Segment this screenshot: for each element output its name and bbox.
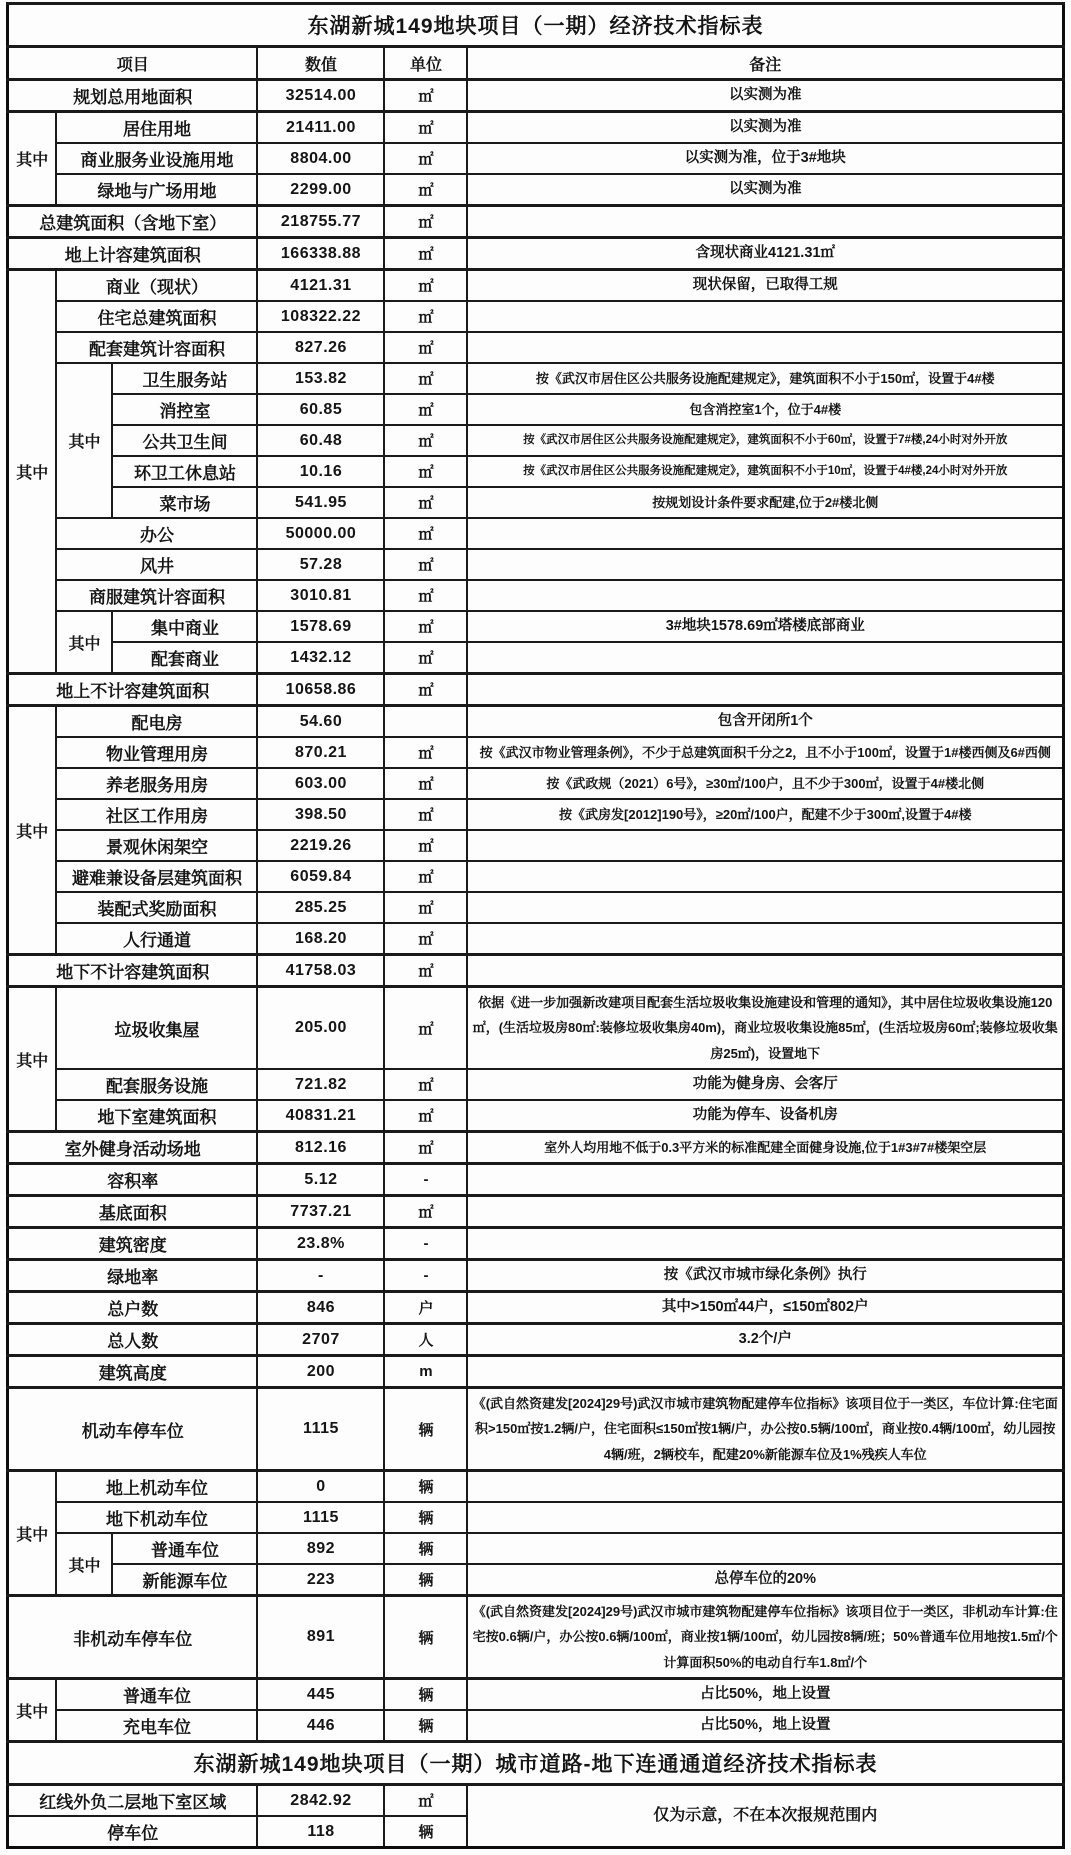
item-cell: 配套建筑计容面积 — [56, 332, 257, 363]
remark-cell: 按《武汉市城市绿化条例》执行 — [467, 1260, 1063, 1292]
value-cell: 5.12 — [257, 1164, 384, 1196]
item-cell: 商服建筑计容面积 — [56, 580, 257, 611]
value-cell: 721.82 — [257, 1069, 384, 1100]
remark-cell — [467, 580, 1063, 611]
remark-cell: 3.2个/户 — [467, 1324, 1063, 1356]
table-row — [7, 861, 1063, 892]
unit-cell: ㎡ — [384, 861, 467, 892]
table-row — [7, 1228, 1063, 1260]
value-cell: 41758.03 — [257, 955, 384, 987]
table-row — [7, 1196, 1063, 1228]
remark-cell — [467, 830, 1063, 861]
item-cell: 基底面积 — [7, 1196, 257, 1228]
item-cell: 景观休闲架空 — [56, 830, 257, 861]
table-row — [7, 1533, 1063, 1564]
remark-cell: 包含消控室1个，位于4#楼 — [467, 394, 1063, 425]
remark-cell: 《(武自然资建发[2024]29号)武汉市城市建筑物配建停车位指标》该项目位于一类区，车位计算:住宅面积>150㎡按1.2辆/户，住宅面积≤150㎡按1辆/户，办公按0.5辆/100㎡，商业按0.4辆/100㎡，幼儿园按4辆/班，2辆校车，配建20%新能源车位及1%残疾人车位 — [467, 1388, 1063, 1471]
table-row — [7, 425, 1063, 456]
remark-cell — [467, 892, 1063, 923]
item-cell: 风井 — [56, 549, 257, 580]
remark-cell — [467, 923, 1063, 955]
table-row — [7, 1785, 1063, 1817]
unit-cell: ㎡ — [384, 332, 467, 363]
value-cell: 166338.88 — [257, 238, 384, 270]
unit-cell: ㎡ — [384, 174, 467, 206]
table2-title: 东湖新城149地块项目（一期）城市道路-地下连通通道经济技术指标表 — [7, 1742, 1063, 1785]
group-label-cell: 其中 — [7, 112, 56, 206]
item-cell: 公共卫生间 — [112, 425, 257, 456]
value-cell: 218755.77 — [257, 206, 384, 238]
item-cell: 配电房 — [56, 706, 257, 738]
item-cell: 物业管理用房 — [56, 737, 257, 768]
value-cell: 50000.00 — [257, 518, 384, 549]
unit-cell: ㎡ — [384, 830, 467, 861]
group-label-cell: 其中 — [56, 363, 112, 518]
unit-cell — [384, 706, 467, 738]
header-row — [7, 47, 1063, 80]
value-cell: 10658.86 — [257, 674, 384, 706]
column-header-value: 数值 — [257, 47, 384, 80]
unit-cell: - — [384, 1260, 467, 1292]
remark-cell: 现状保留，已取得工规 — [467, 270, 1063, 302]
value-cell: 1115 — [257, 1502, 384, 1533]
unit-cell: 辆 — [384, 1596, 467, 1679]
table-row — [7, 549, 1063, 580]
remark-cell: 占比50%，地上设置 — [467, 1679, 1063, 1711]
unit-cell: ㎡ — [384, 1069, 467, 1100]
item-cell: 建筑密度 — [7, 1228, 257, 1260]
group-label-cell: 其中 — [7, 1471, 56, 1596]
column-header-item: 项目 — [7, 47, 257, 80]
group-label-cell: 其中 — [7, 987, 56, 1132]
remark-cell — [467, 1228, 1063, 1260]
unit-cell: ㎡ — [384, 768, 467, 799]
unit-cell: ㎡ — [384, 892, 467, 923]
value-cell: 223 — [257, 1564, 384, 1596]
table-row — [7, 1100, 1063, 1132]
value-cell: 2299.00 — [257, 174, 384, 206]
unit-cell: ㎡ — [384, 611, 467, 642]
value-cell: 891 — [257, 1596, 384, 1679]
remark-cell: 按《武政规（2021）6号》，≥30㎡/100户，且不少于300㎡，设置于4#楼北侧 — [467, 768, 1063, 799]
item-cell: 地上不计容建筑面积 — [7, 674, 257, 706]
unit-cell: ㎡ — [384, 580, 467, 611]
table-row — [7, 363, 1063, 394]
value-cell: 108322.22 — [257, 301, 384, 332]
item-cell: 室外健身活动场地 — [7, 1132, 257, 1164]
unit-cell: ㎡ — [384, 363, 467, 394]
table-row — [7, 830, 1063, 861]
remark-cell: 包含开闭所1个 — [467, 706, 1063, 738]
item-cell: 总建筑面积（含地下室） — [7, 206, 257, 238]
value-cell: 2219.26 — [257, 830, 384, 861]
remark-cell — [467, 1502, 1063, 1533]
remark-cell — [467, 549, 1063, 580]
table-row — [7, 456, 1063, 487]
value-cell: 10.16 — [257, 456, 384, 487]
item-cell: 地上计容建筑面积 — [7, 238, 257, 270]
value-cell: 2842.92 — [257, 1785, 384, 1817]
remark-cell: 以实测为准 — [467, 174, 1063, 206]
table-row — [7, 80, 1063, 112]
group-label-cell: 其中 — [7, 1679, 56, 1742]
remark-cell: 《(武自然资建发[2024]29号)武汉市城市建筑物配建停车位指标》该项目位于一类区，非机动车计算:住宅按0.6辆/户，办公按0.6辆/100㎡，商业按1辆/100㎡，幼儿园按8辆/班；50%普通车位用地按1.5㎡/个计算面积50%的电动自行车1.8㎡/个 — [467, 1596, 1063, 1679]
unit-cell: ㎡ — [384, 206, 467, 238]
remark-cell: 3#地块1578.69㎡塔楼底部商业 — [467, 611, 1063, 642]
item-cell: 消控室 — [112, 394, 257, 425]
value-cell: 398.50 — [257, 799, 384, 830]
item-cell: 垃圾收集屋 — [56, 987, 257, 1070]
table-row — [7, 143, 1063, 174]
item-cell: 避难兼设备层建筑面积 — [56, 861, 257, 892]
remark-cell — [467, 642, 1063, 674]
remark-cell: 占比50%，地上设置 — [467, 1710, 1063, 1742]
unit-cell: ㎡ — [384, 674, 467, 706]
item-cell: 菜市场 — [112, 487, 257, 518]
value-cell: 205.00 — [257, 987, 384, 1070]
table-row — [7, 270, 1063, 302]
table-row — [7, 394, 1063, 425]
column-header-remark: 备注 — [467, 47, 1063, 80]
item-cell: 规划总用地面积 — [7, 80, 257, 112]
unit-cell: ㎡ — [384, 80, 467, 112]
unit-cell: - — [384, 1164, 467, 1196]
table-row — [7, 987, 1063, 1070]
remark-cell — [467, 1533, 1063, 1564]
remark-cell: 功能为健身房、会客厅 — [467, 1069, 1063, 1100]
table-row — [7, 1596, 1063, 1679]
value-cell: - — [257, 1260, 384, 1292]
unit-cell: ㎡ — [384, 737, 467, 768]
unit-cell: ㎡ — [384, 987, 467, 1070]
item-cell: 装配式奖励面积 — [56, 892, 257, 923]
indicator-table — [6, 2, 1065, 1849]
item-cell: 普通车位 — [112, 1533, 257, 1564]
value-cell: 445 — [257, 1679, 384, 1711]
unit-cell: m — [384, 1356, 467, 1388]
remark-cell: 以实测为准，位于3#地块 — [467, 143, 1063, 174]
remark-cell — [467, 332, 1063, 363]
value-cell: 200 — [257, 1356, 384, 1388]
value-cell: 541.95 — [257, 487, 384, 518]
value-cell: 285.25 — [257, 892, 384, 923]
remark-cell — [467, 1196, 1063, 1228]
item-cell: 充电车位 — [56, 1710, 257, 1742]
unit-cell: ㎡ — [384, 923, 467, 955]
item-cell: 总人数 — [7, 1324, 257, 1356]
remark-cell — [467, 518, 1063, 549]
value-cell: 812.16 — [257, 1132, 384, 1164]
item-cell: 配套商业 — [112, 642, 257, 674]
value-cell: 21411.00 — [257, 112, 384, 144]
remark-cell: 按《武房发[2012]190号》，≥20㎡/100户，配建不少于300㎡,设置于4#楼 — [467, 799, 1063, 830]
table-row — [7, 112, 1063, 144]
value-cell: 23.8% — [257, 1228, 384, 1260]
table-row — [7, 1069, 1063, 1100]
remark-cell — [467, 206, 1063, 238]
unit-cell: ㎡ — [384, 955, 467, 987]
table-row — [7, 1471, 1063, 1503]
table-row — [7, 1292, 1063, 1324]
table-row — [7, 799, 1063, 830]
table-row — [7, 1710, 1063, 1742]
value-cell: 6059.84 — [257, 861, 384, 892]
table-row — [7, 580, 1063, 611]
table-row — [7, 1260, 1063, 1292]
unit-cell: ㎡ — [384, 1132, 467, 1164]
unit-cell: ㎡ — [384, 301, 467, 332]
table-row — [7, 1564, 1063, 1596]
column-header-unit: 单位 — [384, 47, 467, 80]
table-row — [7, 1324, 1063, 1356]
table-row — [7, 206, 1063, 238]
table-row — [7, 955, 1063, 987]
unit-cell: 户 — [384, 1292, 467, 1324]
table-row — [7, 1132, 1063, 1164]
remark-cell: 以实测为准 — [467, 80, 1063, 112]
remark-cell — [467, 1164, 1063, 1196]
remark-cell: 功能为停车、设备机房 — [467, 1100, 1063, 1132]
table1-title: 东湖新城149地块项目（一期）经济技术指标表 — [7, 4, 1063, 47]
value-cell: 1432.12 — [257, 642, 384, 674]
remark-cell: 按《武汉市居住区公共服务设施配建规定》，建筑面积不小于60㎡，设置于7#楼,24小时对外开放 — [467, 425, 1063, 456]
value-cell: 60.85 — [257, 394, 384, 425]
unit-cell: 辆 — [384, 1564, 467, 1596]
table-row — [7, 332, 1063, 363]
unit-cell: - — [384, 1228, 467, 1260]
value-cell: 1578.69 — [257, 611, 384, 642]
group-label-cell: 其中 — [7, 706, 56, 955]
value-cell: 846 — [257, 1292, 384, 1324]
unit-cell: ㎡ — [384, 143, 467, 174]
unit-cell: ㎡ — [384, 487, 467, 518]
remark-cell: 按《武汉市居住区公共服务设施配建规定》，建筑面积不小于10㎡，设置于4#楼,24小时对外开放 — [467, 456, 1063, 487]
remark-cell: 总停车位的20% — [467, 1564, 1063, 1596]
table-row — [7, 1679, 1063, 1711]
value-cell: 1115 — [257, 1388, 384, 1471]
item-cell: 居住用地 — [56, 112, 257, 144]
item-cell: 卫生服务站 — [112, 363, 257, 394]
value-cell: 3010.81 — [257, 580, 384, 611]
unit-cell: ㎡ — [384, 1785, 467, 1817]
remark-cell — [467, 861, 1063, 892]
remark-cell: 以实测为准 — [467, 112, 1063, 144]
item-cell: 总户数 — [7, 1292, 257, 1324]
table-row — [7, 892, 1063, 923]
unit-cell: ㎡ — [384, 642, 467, 674]
unit-cell: ㎡ — [384, 799, 467, 830]
value-cell: 54.60 — [257, 706, 384, 738]
item-cell: 机动车停车位 — [7, 1388, 257, 1471]
unit-cell: 辆 — [384, 1710, 467, 1742]
table-row — [7, 674, 1063, 706]
table-row — [7, 1164, 1063, 1196]
item-cell: 集中商业 — [112, 611, 257, 642]
unit-cell: ㎡ — [384, 518, 467, 549]
item-cell: 商业（现状） — [56, 270, 257, 302]
group-label-cell: 其中 — [56, 611, 112, 674]
unit-cell: 辆 — [384, 1471, 467, 1503]
item-cell: 红线外负二层地下室区域 — [7, 1785, 257, 1817]
unit-cell: 辆 — [384, 1502, 467, 1533]
merged-remark-cell: 仅为示意，不在本次报规范围内 — [467, 1785, 1063, 1848]
table-row — [7, 737, 1063, 768]
remark-cell: 按《武汉市物业管理条例》，不少于总建筑面积千分之2，且不小于100㎡，设置于1#楼西侧及6#西侧 — [467, 737, 1063, 768]
unit-cell: ㎡ — [384, 425, 467, 456]
value-cell: 8804.00 — [257, 143, 384, 174]
item-cell: 新能源车位 — [112, 1564, 257, 1596]
value-cell: 2707 — [257, 1324, 384, 1356]
unit-cell: ㎡ — [384, 1100, 467, 1132]
value-cell: 57.28 — [257, 549, 384, 580]
item-cell: 社区工作用房 — [56, 799, 257, 830]
item-cell: 地下不计容建筑面积 — [7, 955, 257, 987]
item-cell: 配套服务设施 — [56, 1069, 257, 1100]
unit-cell: ㎡ — [384, 1196, 467, 1228]
value-cell: 60.48 — [257, 425, 384, 456]
value-cell: 118 — [257, 1816, 384, 1848]
group-label-cell: 其中 — [7, 270, 56, 674]
unit-cell: 人 — [384, 1324, 467, 1356]
item-cell: 住宅总建筑面积 — [56, 301, 257, 332]
group-label-cell: 其中 — [56, 1533, 112, 1596]
remark-cell: 室外人均用地不低于0.3平方米的标准配建全面健身设施,位于1#3#7#楼架空层 — [467, 1132, 1063, 1164]
item-cell: 绿地率 — [7, 1260, 257, 1292]
table-row — [7, 1388, 1063, 1471]
remark-cell — [467, 955, 1063, 987]
unit-cell: ㎡ — [384, 456, 467, 487]
value-cell: 446 — [257, 1710, 384, 1742]
table-row — [7, 518, 1063, 549]
item-cell: 容积率 — [7, 1164, 257, 1196]
table-row — [7, 174, 1063, 206]
value-cell: 603.00 — [257, 768, 384, 799]
remark-cell — [467, 674, 1063, 706]
unit-cell: ㎡ — [384, 394, 467, 425]
value-cell: 4121.31 — [257, 270, 384, 302]
item-cell: 养老服务用房 — [56, 768, 257, 799]
table-row — [7, 768, 1063, 799]
value-cell: 827.26 — [257, 332, 384, 363]
value-cell: 892 — [257, 1533, 384, 1564]
value-cell: 168.20 — [257, 923, 384, 955]
table-row — [7, 1502, 1063, 1533]
remark-cell — [467, 1471, 1063, 1503]
remark-cell — [467, 301, 1063, 332]
item-cell: 人行通道 — [56, 923, 257, 955]
item-cell: 绿地与广场用地 — [56, 174, 257, 206]
value-cell: 870.21 — [257, 737, 384, 768]
remark-cell: 其中>150㎡44户，≤150㎡802户 — [467, 1292, 1063, 1324]
item-cell: 建筑高度 — [7, 1356, 257, 1388]
unit-cell: ㎡ — [384, 112, 467, 144]
table-row — [7, 706, 1063, 738]
remark-cell — [467, 1356, 1063, 1388]
unit-cell: 辆 — [384, 1679, 467, 1711]
unit-cell: 辆 — [384, 1533, 467, 1564]
remark-cell: 依据《进一步加强新改建项目配套生活垃圾收集设施建设和管理的通知》，其中居住垃圾收集设施120㎡，(生活垃圾房80㎡:装修垃圾收集房40m)，商业垃圾收集设施85㎡，(生活垃圾房60㎡;装修垃圾收集房25㎡)，设置地下 — [467, 987, 1063, 1070]
item-cell: 环卫工休息站 — [112, 456, 257, 487]
unit-cell: 辆 — [384, 1388, 467, 1471]
unit-cell: ㎡ — [384, 238, 467, 270]
item-cell: 商业服务业设施用地 — [56, 143, 257, 174]
remark-cell: 按《武汉市居住区公共服务设施配建规定》，建筑面积不小于150㎡，设置于4#楼 — [467, 363, 1063, 394]
table-row — [7, 1356, 1063, 1388]
unit-cell: ㎡ — [384, 270, 467, 302]
table-row — [7, 923, 1063, 955]
value-cell: 7737.21 — [257, 1196, 384, 1228]
table-row — [7, 487, 1063, 518]
table-row — [7, 301, 1063, 332]
unit-cell: 辆 — [384, 1816, 467, 1848]
remark-cell: 含现状商业4121.31㎡ — [467, 238, 1063, 270]
value-cell: 153.82 — [257, 363, 384, 394]
table-row — [7, 238, 1063, 270]
table-row — [7, 642, 1063, 674]
value-cell: 40831.21 — [257, 1100, 384, 1132]
item-cell: 停车位 — [7, 1816, 257, 1848]
item-cell: 非机动车停车位 — [7, 1596, 257, 1679]
item-cell: 普通车位 — [56, 1679, 257, 1711]
item-cell: 办公 — [56, 518, 257, 549]
item-cell: 地下室建筑面积 — [56, 1100, 257, 1132]
value-cell: 0 — [257, 1471, 384, 1503]
value-cell: 32514.00 — [257, 80, 384, 112]
table-row — [7, 611, 1063, 642]
item-cell: 地下机动车位 — [56, 1502, 257, 1533]
unit-cell: ㎡ — [384, 549, 467, 580]
item-cell: 地上机动车位 — [56, 1471, 257, 1503]
remark-cell: 按规划设计条件要求配建,位于2#楼北侧 — [467, 487, 1063, 518]
